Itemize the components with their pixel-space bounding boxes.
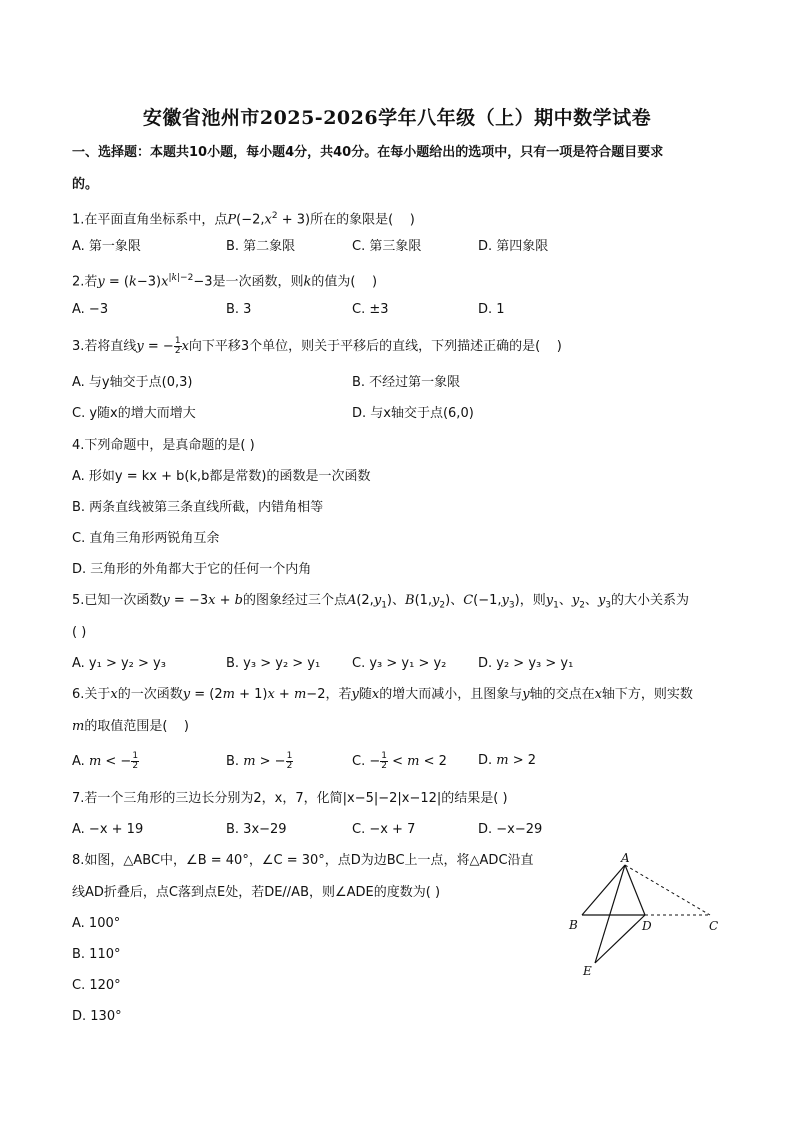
q5-option-b: B. y₃ > y₂ > y₁ (226, 656, 321, 671)
edge-ab (582, 865, 625, 915)
q2-option-b: B. 3 (226, 302, 252, 317)
q8-option-c: C. 120° (72, 978, 121, 993)
q4-stem: 4.下列命题中，是真命题的是( ) (72, 438, 255, 453)
q7-option-c: C. −x + 7 (352, 822, 416, 837)
q7-option-b: B. 3x−29 (226, 822, 287, 837)
label-e: E (583, 964, 592, 978)
q5-option-c: C. y₃ > y₁ > y₂ (352, 656, 447, 671)
q8-option-b: B. 110° (72, 947, 121, 962)
q8-option-a: A. 100° (72, 916, 121, 931)
q6-option-b: B. m > − $\frac{1}{2}$ (226, 751, 293, 771)
q8-stem-cont: 线AD折叠后，点C落到点E处，若DE//AB，则∠ADE的度数为( ) (72, 885, 441, 900)
q6-option-c: C. − $\frac{1}{2}$ < m < 2 (352, 751, 447, 771)
edge-ac-dashed (625, 865, 710, 915)
label-d: D (642, 919, 652, 933)
q7-stem: 7.若一个三角形的三边长分别为2，x，7，化简|x−5|−2|x−12|的结果是( ) (72, 791, 508, 806)
q1-stem: 1.在平面直角坐标系中，点$P(-2,x^2 + 3)$所在的象限是( ) (72, 211, 415, 228)
q3-option-b: B. 不经过第一象限 (352, 375, 461, 390)
q8-stem: 8.如图，△ABC中，∠B = 40°，∠C = 30°，点D为边BC上一点，将△ADC沿直 (72, 853, 534, 868)
q3-option-a: A. 与y轴交于点(0,3) (72, 375, 193, 390)
edge-ad (625, 865, 645, 915)
q4-option-b: B. 两条直线被第三条直线所截，内错角相等 (72, 500, 324, 515)
triangle-figure (560, 848, 730, 978)
q6-option-a: A. m < − $\frac{1}{2}$ (72, 751, 139, 771)
label-a: A (621, 851, 630, 865)
page-title: 安徽省池州市2025-2026学年八年级（上）期中数学试卷 (142, 107, 652, 129)
q5-option-d: D. y₂ > y₃ > y₁ (478, 656, 574, 671)
q2-option-c: C. ±3 (352, 302, 389, 317)
q4-option-d: D. 三角形的外角都大于它的任何一个内角 (72, 562, 312, 577)
q5-stem-cont: ( ) (72, 625, 87, 640)
q3-stem: 3.若将直线y = − $\frac{1}{2}$ x向下平移3个单位，则关于平移后的直线，下列描述正确的是( ) (72, 336, 562, 356)
q3-option-c: C. y随x的增大而增大 (72, 406, 196, 421)
q6-stem-cont: m的取值范围是( ) (72, 719, 190, 734)
q1-option-a: A. 第一象限 (72, 239, 141, 254)
q1-option-b: B. 第二象限 (226, 239, 296, 254)
section-heading-cont: 的。 (72, 177, 99, 192)
q3-option-d: D. 与x轴交于点(6,0) (352, 406, 474, 421)
q7-option-a: A. −x + 19 (72, 822, 144, 837)
q8-option-d: D. 130° (72, 1009, 122, 1024)
q6-stem: 6.关于x的一次函数y = (2m + 1)x + m−2，若y随x的增大而减小，且图象与y轴的交点在x轴下方，则实数 (72, 687, 693, 702)
q2-option-d: D. 1 (478, 302, 505, 317)
q4-option-a: A. 形如y = kx + b(k,b都是常数)的函数是一次函数 (72, 469, 371, 484)
label-c: C (709, 919, 719, 933)
q7-option-d: D. −x−29 (478, 822, 543, 837)
q6-option-d: D. m > 2 (478, 753, 537, 768)
q2-stem: 2.若$y = (k-3)x^{|k|-2}-3$是一次函数，则k的值为( ) (72, 273, 378, 290)
q1-option-d: D. 第四象限 (478, 239, 549, 254)
q1-option-c: C. 第三象限 (352, 239, 422, 254)
q5-option-a: A. y₁ > y₂ > y₃ (72, 656, 166, 671)
q4-option-c: C. 直角三角形两锐角互余 (72, 531, 220, 546)
label-b: B (569, 918, 578, 932)
q5-stem: 5.已知一次函数y = −3x + b的图象经过三个点$A(2,y_1)$、$B(1,y_2)$、$C(-1,y_3)$，则$y_1$、$y_2$、$y_3$的大小关系为 (72, 593, 690, 611)
section-heading: 一、选择题：本题共10小题，每小题4分，共40分。在每小题给出的选项中，只有一项是符合题目要求 (72, 145, 664, 160)
q2-option-a: A. −3 (72, 302, 109, 317)
